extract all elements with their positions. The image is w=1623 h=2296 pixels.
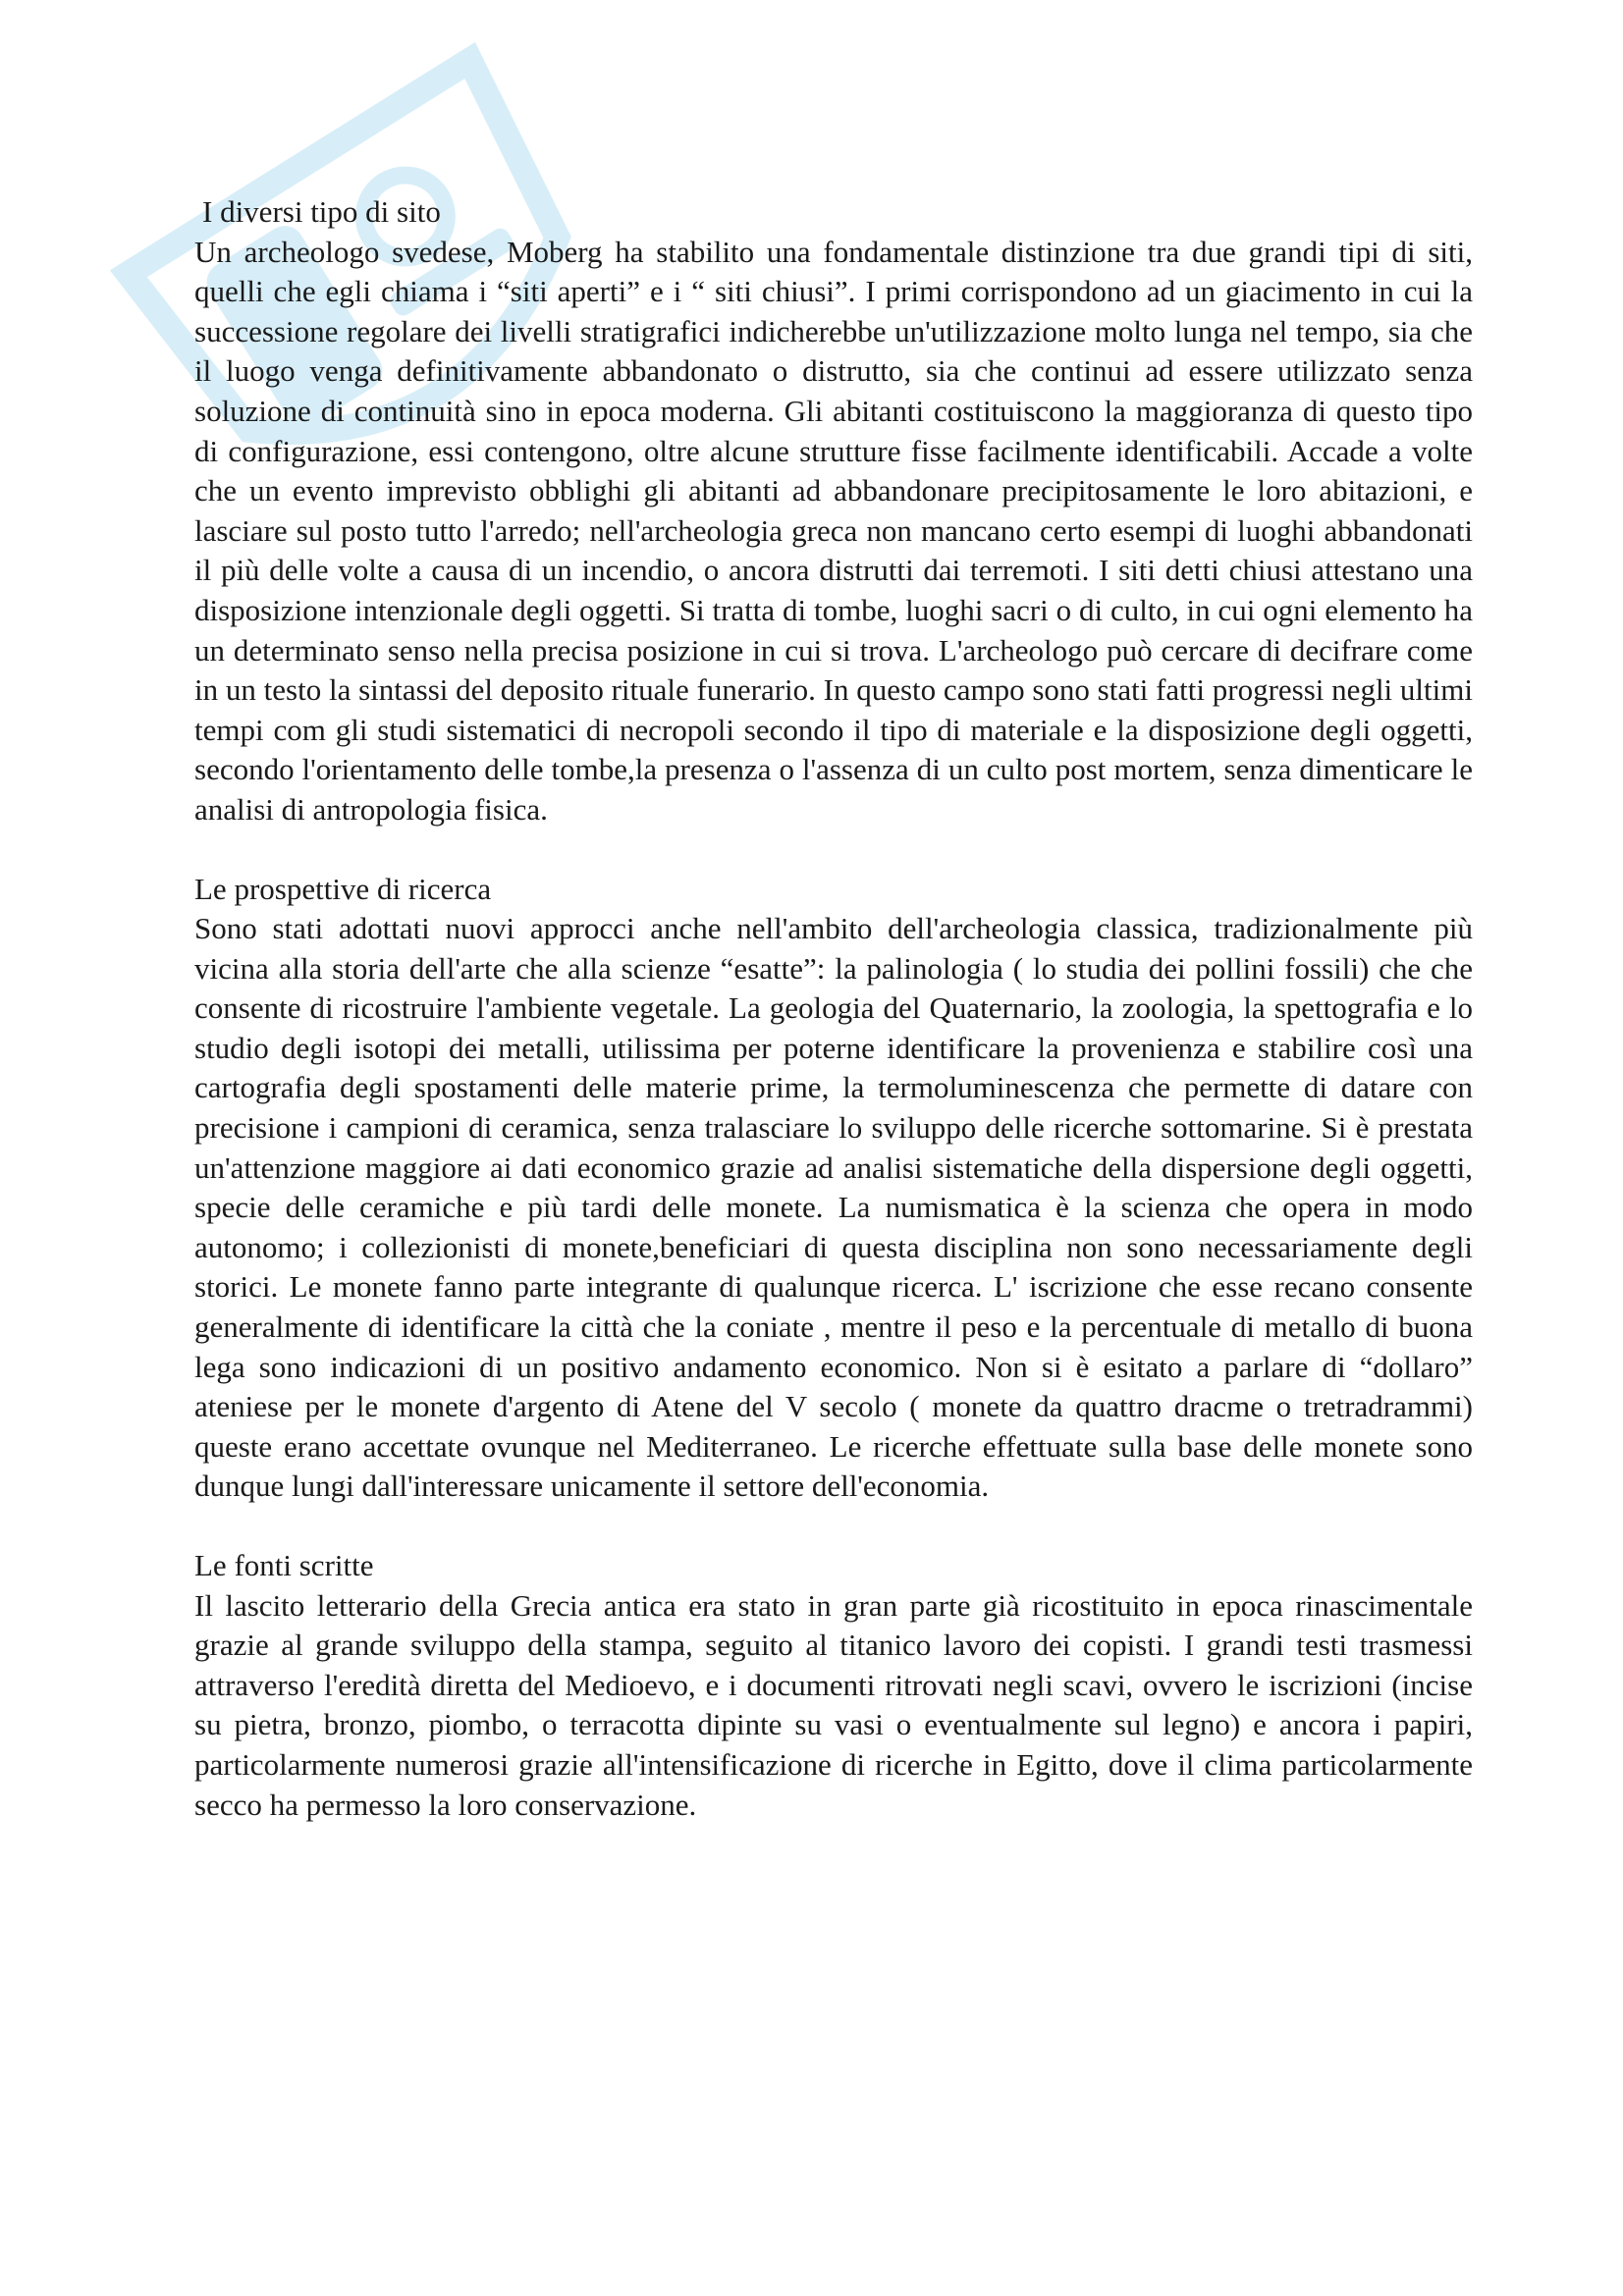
section-heading: Le fonti scritte <box>194 1548 374 1582</box>
section-paragraph: Un archeologo svedese, Moberg ha stabilito una fondamentale distinzione tra due grandi tipi di siti, quelli che egli chiama i “siti aperti” e i “ siti chiusi”. I primi corrispondono ad un giacimento in cui la successione regolare dei livelli stratigrafici indicherebbe un'utilizzazione molto lunga nel tempo, sia che il luogo venga definitivamente abbandonato o distrutto, sia che continui ad essere utilizzato senza soluzione di continuità sino in epoca moderna. Gli abitanti costituiscono la maggioranza di questo tipo di configurazione, essi contengono, oltre alcune strutture fisse facilmente identificabili. Accade a volte che un evento imprevisto obblighi gli abitanti ad abbandonare precipitosamente le loro abitazioni, e lasciare sul posto tutto l'arredo; nell'archeologia greca non mancano certo esempi di luoghi abbandonati il più delle volte a causa di un incendio, o ancora distrutti dai terremoti. I siti detti chiusi attestano una disposizione intenzionale degli oggetti. Si tratta di tombe, luoghi sacri o di culto, in cui ogni elemento ha un determinato senso nella precisa posizione in cui si trova. L'archeologo può cercare di decifrare come in un testo la sintassi del deposito rituale funerario. In questo campo sono stati fatti progressi negli ultimi tempi com gli studi sistematici di necropoli secondo il tipo di materiale e la disposizione degli oggetti, secondo l'orientamento delle tombe,la presenza o l'assenza di un culto post mortem, senza dimenticare le analisi di antropologia fisica. <box>194 234 1473 827</box>
section-heading: Le prospettive di ricerca <box>194 871 492 906</box>
section-tipi-di-sito <box>194 192 1473 830</box>
section-heading: I diversi tipo di sito <box>202 194 441 229</box>
section-fonti-scritte <box>194 1546 1473 1825</box>
section-prospettive-di-ricerca <box>194 870 1473 1508</box>
document-body <box>194 192 1473 1864</box>
section-paragraph: Il lascito letterario della Grecia antica era stato in gran parte già ricostituito in epoca rinascimentale grazie al grande sviluppo della stampa, seguito al titanico lavoro dei copisti. I grandi testi trasmessi attraverso l'eredità diretta del Medioevo, e i documenti ritrovati negli scavi, ovvero le iscrizioni (incise su pietra, bronzo, piombo, o terracotta dipinte su vasi o eventualmente sul legno) e ancora i papiri, particolarmente numerosi grazie all'intensificazione di ricerche in Egitto, dove il clima particolarmente secco ha permesso la loro conservazione. <box>194 1587 1473 1822</box>
section-paragraph: Sono stati adottati nuovi approcci anche nell'ambito dell'archeologia classica, tradizionalmente più vicina alla storia dell'arte che alla scienze “esatte”: la palinologia ( lo studia dei pollini fossili) che che consente di ricostruire l'ambiente vegetale. La geologia del Quaternario, la zoologia, la spettografia e lo studio degli isotopi dei metalli, utilissima per poterne identificare la provenienza e stabilire così una cartografia degli spostamenti delle materie prime, la termoluminescenza che permette di datare con precisione i campioni di ceramica, senza tralasciare lo sviluppo delle ricerche sottomarine. Si è prestata un'attenzione maggiore ai dati economico grazie ad analisi sistematiche della dispersione degli oggetti, specie delle ceramiche e più tardi delle monete. La numismatica è la scienza che opera in modo autonomo; i collezionisti di monete,beneficiari di questa disciplina non sono necessariamente degli storici. Le monete fanno parte integrante di qualunque ricerca. L' iscrizione che esse recano consente generalmente di identificare la città che la coniate , mentre il peso e la percentuale di metallo di buona lega sono indicazioni di un positivo andamento economico. Non si è esitato a parlare di “dollaro” ateniese per le monete d'argento di Atene del V secolo ( monete da quattro dracme o tretradrammi) queste erano accettate ovunque nel Mediterraneo. Le ricerche effettuate sulla base delle monete sono dunque lungi dall'interessare unicamente il settore dell'economia. <box>194 911 1473 1504</box>
